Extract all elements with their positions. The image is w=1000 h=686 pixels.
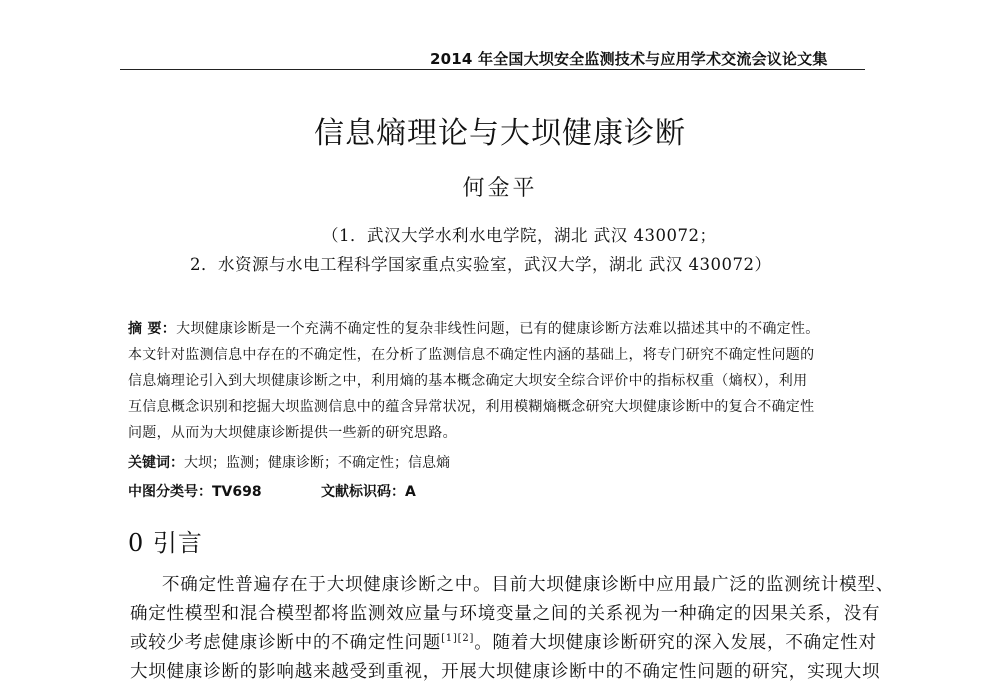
document-code-value: A xyxy=(405,484,416,500)
body-text: 。随着大坝健康诊断研究的深入发展，不确定性对 xyxy=(474,633,877,653)
body-line: 不确定性普遍存在于大坝健康诊断之中。目前大坝健康诊断中应用最广泛的监测统计模型、 xyxy=(162,575,894,595)
paper-title: 信息熵理论与大坝健康诊断 xyxy=(314,116,686,151)
abstract-line: 互信息概念识别和挖掘大坝监测信息中的蕴含异常状况，利用模糊熵概念研究大坝健康诊断中的复合不确定性 xyxy=(128,399,815,415)
affiliation-1: （1．武汉大学水利水电学院，湖北 武汉 430072； xyxy=(322,226,717,245)
abstract-label: 摘 要： xyxy=(128,321,177,337)
abstract-text: 大坝健康诊断是一个充满不确定性的复杂非线性问题，已有的健康诊断方法难以描述其中的不确定性。 xyxy=(176,321,820,337)
body-line xyxy=(130,629,877,654)
classification xyxy=(128,481,262,501)
abstract-line xyxy=(128,318,820,338)
document-code-label: 文献标识码： xyxy=(321,484,405,500)
keywords-label: 关键词： xyxy=(128,455,184,471)
section-heading: 0 引言 xyxy=(128,529,203,557)
header-rule xyxy=(120,69,865,70)
classification-label: 中图分类号： xyxy=(128,484,212,500)
keywords-value: 大坝；监测；健康诊断；不确定性；信息熵 xyxy=(184,455,450,471)
author-name: 何金平 xyxy=(462,176,538,201)
running-header: 2014 年全国大坝安全监测技术与应用学术交流会议论文集 xyxy=(430,50,828,68)
document-code xyxy=(321,481,416,501)
affiliation-2: 2．水资源与水电工程科学国家重点实验室，武汉大学，湖北 武汉 430072） xyxy=(190,255,772,274)
abstract-line: 问题，从而为大坝健康诊断提供一些新的研究思路。 xyxy=(128,425,457,441)
abstract-line: 本文针对监测信息中存在的不确定性，在分析了监测信息不确定性内涵的基础上，将专门研究不确定性问题的 xyxy=(128,347,815,363)
body-line: 大坝健康诊断的影响越来越受到重视，开展大坝健康诊断中的不确定性问题的研究，实现大坝 xyxy=(130,662,881,682)
keywords xyxy=(128,452,450,472)
body-text: 或较少考虑健康诊断中的不确定性问题 xyxy=(130,633,442,653)
classification-value: TV698 xyxy=(212,484,262,500)
body-line: 确定性模型和混合模型都将监测效应量与环境变量之间的关系视为一种确定的因果关系，没有 xyxy=(130,604,881,624)
citation: [1][2] xyxy=(441,633,475,645)
abstract-line: 信息熵理论引入到大坝健康诊断之中，利用熵的基本概念确定大坝安全综合评价中的指标权重（熵权），利用 xyxy=(128,373,808,389)
